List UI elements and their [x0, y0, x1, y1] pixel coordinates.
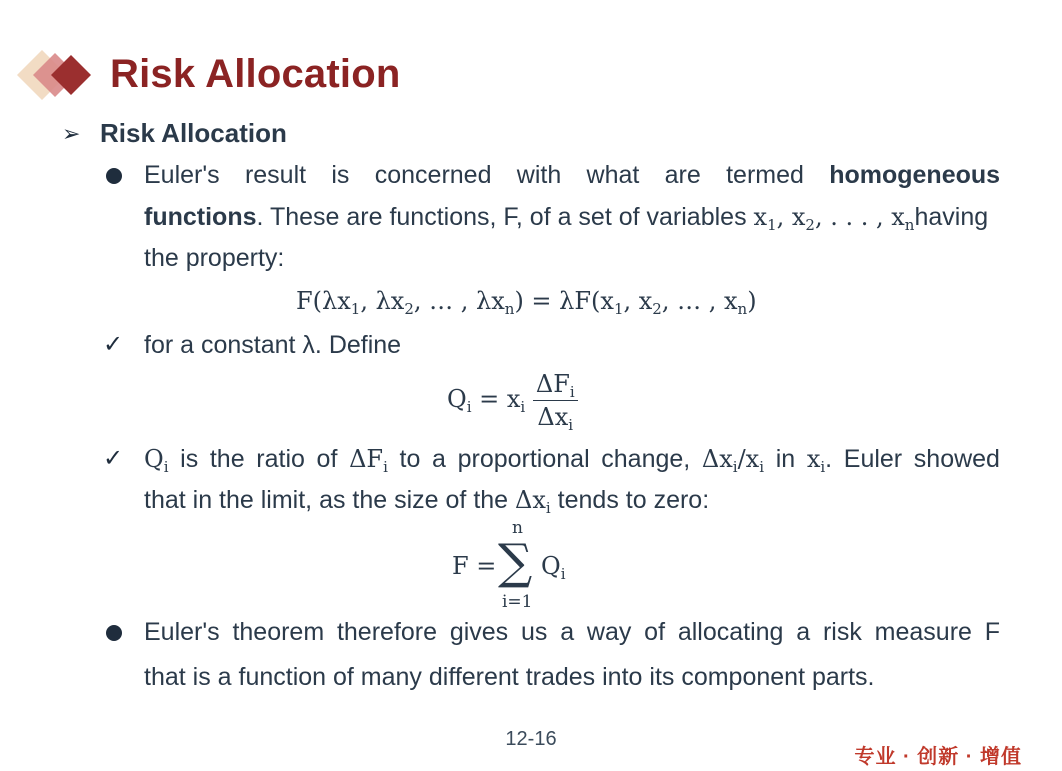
fraction: $\frac{\Delta F_i}{\Delta x_i}$	[533, 370, 578, 431]
word: termed	[726, 161, 804, 189]
check2-part1: is the ratio of	[180, 445, 338, 473]
bullet-dot-icon	[106, 625, 122, 641]
math-variable-list: $x_1$, $x_2$, . . . , $x_n$	[753, 203, 915, 234]
equation-q-definition: $Q_i = x_i$ $\frac{\Delta F_i}{\Delta x_i}$	[447, 370, 578, 431]
bullet1-line2-text: . These are functions, F, of a set of variables	[256, 203, 747, 231]
footer-slogan: 专业 · 创新 · 增值	[854, 746, 1022, 768]
bullet1-line2	[144, 197, 1000, 238]
eq2-numerator: ΔF	[535, 370, 570, 398]
word: concerned	[374, 161, 492, 189]
page-number: 12-16	[505, 728, 557, 750]
eq2-lhs: Q	[447, 385, 467, 413]
checkmark-icon: ✓	[103, 444, 124, 472]
word: with	[516, 161, 562, 189]
bullet2-line1: Euler's theorem therefore gives us a way of allocating a risk measure F	[144, 618, 1000, 646]
check2-part2: to a proportional change,	[399, 445, 691, 473]
bullet1-line1	[144, 155, 1000, 196]
eq1-rhs: λF(x	[559, 287, 614, 315]
check2-line1	[144, 439, 1000, 480]
bullet2-line2: that is a function of many different trades into its component parts.	[144, 663, 875, 691]
checkmark-icon: ✓	[103, 330, 124, 358]
check2-line2b: tends to zero:	[557, 486, 710, 514]
sum-upper-limit: n	[512, 518, 523, 538]
bullet-dot-icon	[106, 168, 122, 184]
bullet1-line3: the property:	[144, 244, 285, 272]
word: are	[664, 161, 701, 189]
subheading-row	[62, 118, 287, 149]
math-x-i: $x_i$	[806, 445, 826, 476]
arrow-bullet-icon: ➢	[62, 120, 81, 146]
equation-sum-term: $Q_i$	[541, 552, 566, 583]
equation-sum-lhs: F =	[452, 552, 497, 580]
eq3-term: Q	[541, 552, 561, 580]
word: is	[331, 161, 350, 189]
eq2-denominator: Δx	[537, 403, 569, 431]
eq1-lhs: F(λx	[296, 287, 351, 315]
word: result	[244, 161, 307, 189]
math-delta-f: $\Delta F_i$	[349, 445, 388, 476]
sigma-icon: ∑	[498, 534, 533, 590]
word: Euler's	[144, 161, 220, 189]
math-delta-x: $\Delta x_i$	[515, 486, 551, 517]
math-delta-x-ratio: $\Delta x_i/x_i$	[701, 445, 765, 476]
eq2-x: x	[506, 385, 521, 413]
check2-line2	[144, 480, 1000, 521]
check2-part3: in	[775, 445, 796, 473]
sum-lower-limit: i=1	[502, 592, 533, 612]
check2-line2a: that in the limit, as the size of the	[144, 486, 509, 514]
equation-homogeneity: $F(\lambda x_1$, $\lambda x_2$, … , $\lambda x_n) = \lambda F(x_1$, $x_2$, … , $x_n$)	[296, 287, 757, 318]
bold-term-functions: functions	[144, 203, 257, 231]
word: what	[586, 161, 640, 189]
slide-title: Risk Allocation	[110, 52, 401, 96]
check2-part4: . Euler showed	[825, 445, 1000, 473]
bold-term: homogeneous	[829, 161, 1001, 189]
subheading: Risk Allocation	[100, 118, 287, 148]
math-q-i: $Q_i$	[144, 445, 169, 476]
check1-text: for a constant λ. Define	[144, 331, 402, 359]
bullet1-line2-tail: having	[914, 203, 989, 231]
diamond-logo-icon	[15, 46, 97, 104]
